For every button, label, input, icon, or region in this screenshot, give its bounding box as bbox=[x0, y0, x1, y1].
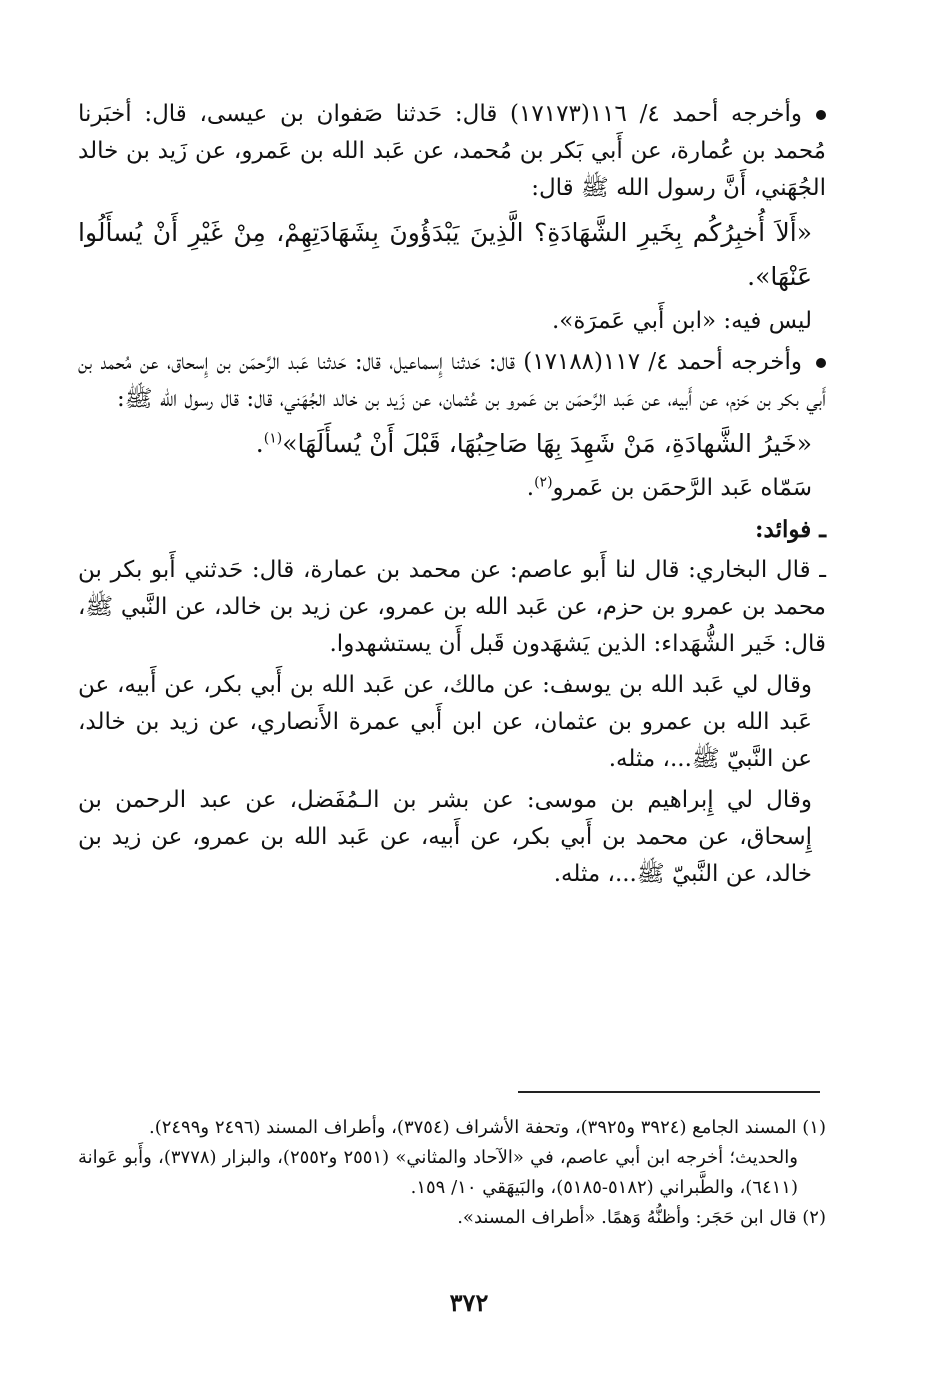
footnote-ref-2: (٢) bbox=[534, 474, 553, 491]
benefit-paragraph-3: وقال لي إِبراهيم بن موسى: عن بشر بن الـمُفَضل، عن عبد الرحمن بن إِسحاق، عن محمد بن أَبي بكر، عن أَبيه، عن عَبد الله بن عمرو، عن زيد بن خالد، عن النَّبيّ ﷺ...، مثله. bbox=[78, 787, 812, 887]
benefit-paragraph-1: ـ قال البخاري: قال لنا أَبو عاصم: عن محمد بن عمارة، قال: حَدثني أَبو بكر بن محمد بن عمرو بن حزم، عن عَبد الله بن عمرو، عن زيد بن خالد، عن النَّبي ﷺ، قال: خَير الشُّهَداء: الذين يَشهَدون قَبل أَن يستشهدوا. bbox=[78, 557, 826, 657]
paragraph-narration-1 bbox=[78, 96, 826, 207]
footnote-1: (١) المسند الجامع (٣٩٢٤ و٣٩٢٥)، وتحفة الأشراف (٣٧٥٤)، وأطراف المسند (٢٤٩٦ و٢٤٩٩). bbox=[148, 1117, 826, 1138]
bullet-icon bbox=[816, 358, 826, 368]
note-line-1: ليس فيه: «ابن أَبي عَمرَة». bbox=[551, 308, 812, 334]
section-heading-benefits: ـ فوائد: bbox=[755, 516, 826, 543]
footnote-divider bbox=[518, 1091, 820, 1093]
bullet-icon bbox=[816, 110, 826, 120]
hadith-text-1: «أَلاَ أُخبِرُكُم بِخَيرِ الشَّهَادَةِ؟ الَّذِينَ يَبْدَؤُونَ بِشَهَادَتِهِمْ، مِنْ غَيْرِ أَنْ يُسأَلُوا عَنْهَا». bbox=[78, 218, 812, 291]
paragraph-text: وأخرجه أحمد ٤/ ١١٧(١٧١٨٨) قال: حَدثنا إِسماعيل، قال: حَدثنا عَبد الرَّحمَن بن إِسحاق، عن مُحمد بن أَبي بكر بن حَزم، عن أَبيه، عن عَبد الرَّحمَن بن عَمرو بن عُثمان، عن زَيد بن خالد الجُهَني، قال: قال رسول الله ﷺ: bbox=[78, 349, 826, 412]
hadith-text-2: «خَيرُ الشَّهادَةِ، مَنْ شَهِدَ بِهَا صَاحِبُهَا، قَبْلَ أَنْ يُسأَلَهَا»$^{(١)}$. bbox=[255, 429, 812, 458]
note-line-2: سَمّاه عَبد الرَّحمَن بن عَمرو$^{(٢)}$. bbox=[526, 474, 812, 501]
main-text bbox=[78, 96, 826, 897]
note-text: سَمّاه عَبد الرَّحمَن بن عَمرو bbox=[552, 475, 812, 501]
paragraph-narration-2 bbox=[78, 344, 826, 418]
page-number: ٣٧٢ bbox=[449, 1288, 489, 1317]
footnote-ref-1: (١) bbox=[263, 430, 283, 447]
benefit-paragraph-2: وقال لي عَبد الله بن يوسف: عن مالك، عن عَبد الله بن أَبي بكر، عن أَبيه، عن عَبد الله بن عمرو بن عثمان، عن ابن أَبي عمرة الأَنصاري، عن زيد بن خالد، عن النَّبيّ ﷺ...، مثله. bbox=[78, 672, 812, 772]
footnotes bbox=[78, 1113, 826, 1233]
footnote-1-continuation: والحديث؛ أخرجه ابن أبي عاصم، في «الآحاد والمثاني» (٢٥٥١ و٢٥٥٢)، والبزار (٣٧٧٨)، وأَبو عَوانة (٦٤١١)، والطَّبراني (٥١٨٢-٥١٨٥)، والبَيهَقي ١٠/ ١٥٩. bbox=[78, 1147, 798, 1198]
paragraph-text: وأخرجه أحمد ٤/ ١١٦(١٧١٧٣) قال: حَدثنا صَفوان بن عيسى، قال: أخبَرنا مُحمد بن عُمارة، عن أَبي بَكر بن مُحمد، عن عَبد الله بن عَمرو، عن زَيد بن خالد الجُهَني، أَنَّ رسول الله ﷺ قال: bbox=[78, 101, 826, 201]
hadith-text: «خَيرُ الشَّهادَةِ، مَنْ شَهِدَ بِهَا صَاحِبُهَا، قَبْلَ أَنْ يُسأَلَهَا» bbox=[282, 429, 812, 458]
footnote-2: (٢) قال ابن حَجَر: وأظنُّهُ وَهمًا. «أطراف المسند». bbox=[457, 1207, 826, 1228]
